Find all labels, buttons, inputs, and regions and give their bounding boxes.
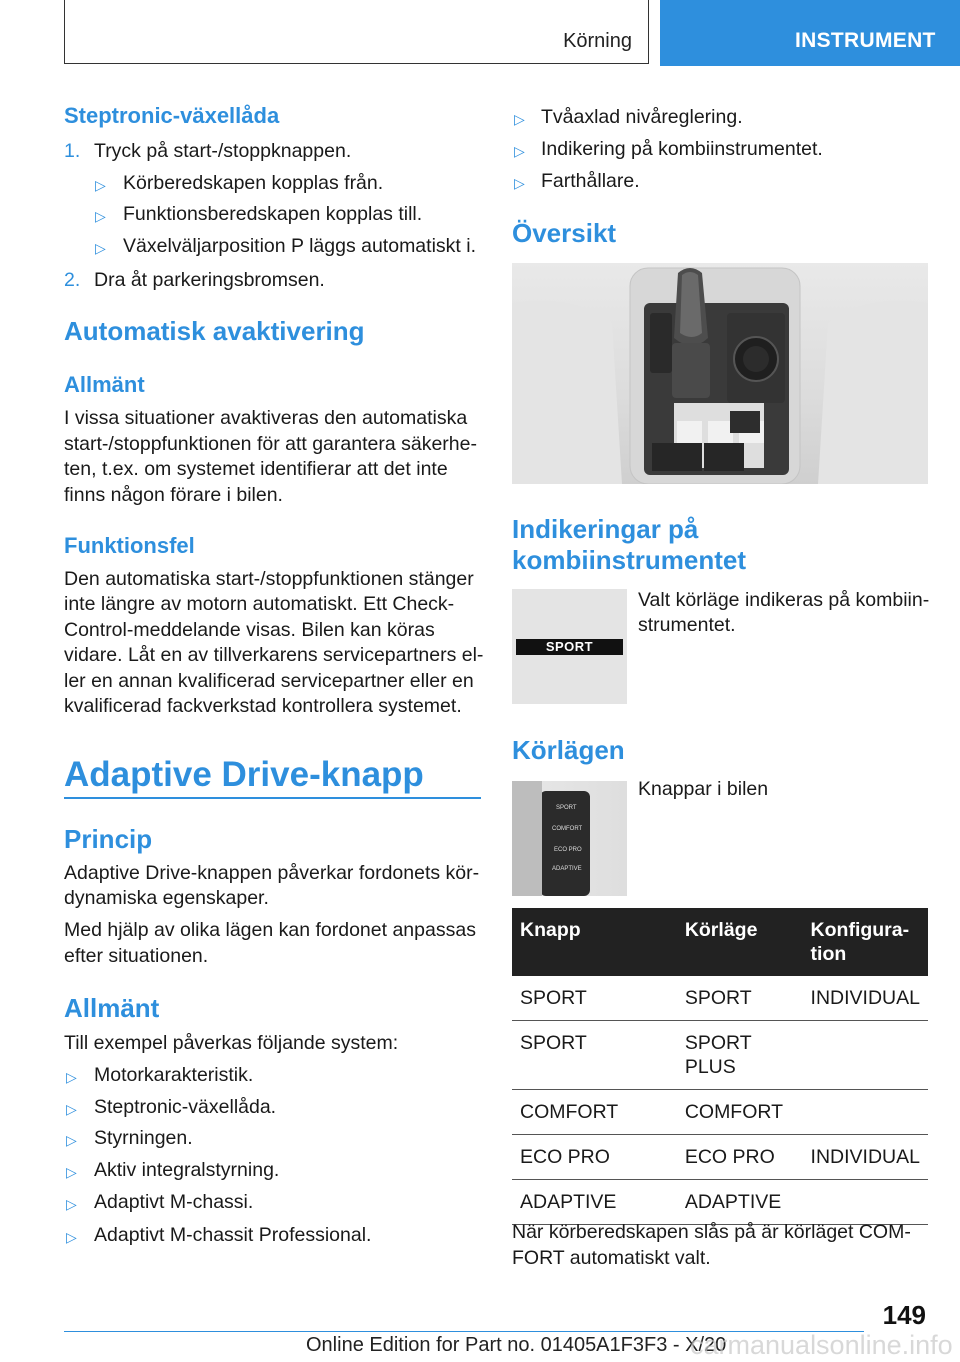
header-section-box — [64, 0, 649, 64]
table-header-cell: Knapp — [512, 908, 677, 976]
table-cell: ECO PRO — [512, 1135, 677, 1180]
step-number: 1. — [64, 140, 81, 162]
sub-bullet: Funktionsberedskapen kopplas till. — [123, 203, 423, 225]
paragraph-line: I vissa situationer avaktiveras den automatiska — [64, 407, 468, 429]
paragraph-line: efter situationen. — [64, 945, 209, 967]
edition-text: Online Edition for Part no. 01405A1F3F3 - X/20 — [306, 1334, 727, 1356]
table-cell: ADAPTIVE — [512, 1180, 677, 1225]
table-cell: INDIVIDUAL — [803, 1135, 928, 1180]
panel-edge — [512, 781, 542, 896]
table-row — [512, 976, 928, 1021]
paragraph-line: Den automatiska start-/stoppfunktionen stänger — [64, 568, 474, 590]
table-cell — [803, 1090, 928, 1135]
bullet-triangle-icon: ▷ — [514, 111, 525, 127]
button-label: COMFORT — [552, 826, 583, 832]
table-cell — [803, 1180, 928, 1225]
paragraph-line: Med hjälp av olika lägen kan fordonet anpassas — [64, 919, 476, 941]
sub-bullet: Växelväljarposition P läggs automatiskt i. — [123, 235, 476, 257]
steptronic-heading: Steptronic-växellåda — [64, 103, 280, 128]
indikeringar-heading-line1: Indikeringar på — [512, 514, 699, 544]
bullet-triangle-icon: ▷ — [514, 175, 525, 191]
paragraph-line: strumentet. — [638, 614, 736, 636]
bullet-triangle-icon: ▷ — [95, 240, 106, 256]
header-chapter-title: INSTRUMENT — [795, 29, 936, 52]
system-bullet: Indikering på kombiinstrumentet. — [541, 138, 823, 160]
paragraph-line: start-/stoppfunktionen för att garantera säkerhe- — [64, 433, 477, 455]
oversikt-heading: Översikt — [512, 218, 617, 248]
paragraph-line: ten, t.ex. om systemet identifierar att det inte — [64, 458, 448, 480]
modes-table — [512, 908, 928, 1225]
bullet-triangle-icon: ▷ — [95, 208, 106, 224]
paragraph-line: ler en annan kvalificerad servicepartner eller en — [64, 670, 474, 692]
table-header-cell: Konfigura- tion — [803, 908, 928, 976]
paragraph-line: FORT automatiskt valt. — [512, 1247, 711, 1269]
table-cell: INDIVIDUAL — [803, 976, 928, 1021]
button-label: ECO PRO — [554, 847, 582, 853]
system-bullet: Aktiv integralstyrning. — [94, 1159, 280, 1181]
paragraph-line: När körberedskapen slås på är körläget COM- — [512, 1221, 911, 1243]
step-text: Tryck på start-/stoppknappen. — [94, 140, 352, 162]
heading-rule — [64, 797, 481, 799]
system-bullet: Motorkarakteristik. — [94, 1064, 254, 1086]
header-section-title: Körning — [563, 30, 632, 52]
system-bullet: Adaptivt M-chassi. — [94, 1191, 254, 1213]
mode-buttons-photo — [512, 781, 627, 896]
paragraph-line: Control-meddelande visas. Bilen kan köras — [64, 619, 435, 641]
bullet-triangle-icon: ▷ — [66, 1196, 77, 1212]
sub-bullet: Körberedskapen kopplas från. — [123, 172, 384, 194]
table-row — [512, 1180, 928, 1225]
bullet-triangle-icon: ▷ — [66, 1229, 77, 1245]
sport-display-image — [512, 589, 627, 704]
table-row — [512, 1090, 928, 1135]
step-text: Dra åt parkeringsbromsen. — [94, 269, 325, 291]
bullet-triangle-icon: ▷ — [66, 1164, 77, 1180]
system-bullet: Tvåaxlad nivåreglering. — [541, 106, 743, 128]
princip-heading: Princip — [64, 824, 153, 854]
console-illustration — [512, 263, 928, 484]
system-bullet: Styrningen. — [94, 1127, 193, 1149]
button-label: SPORT — [556, 805, 577, 811]
step-number: 2. — [64, 269, 81, 291]
center-console-photo — [512, 263, 928, 484]
paragraph-line: Till exempel påverkas följande system: — [64, 1032, 399, 1054]
bullet-triangle-icon: ▷ — [66, 1069, 77, 1085]
bullet-triangle-icon: ▷ — [66, 1132, 77, 1148]
indikeringar-heading-line2: kombiinstrumentet — [512, 545, 747, 575]
paragraph-line: vidare. Låt en av tillverkarens servicepartners el- — [64, 644, 484, 666]
allmant-heading: Allmänt — [64, 372, 145, 397]
paragraph-line: Valt körläge indikeras på kombiin- — [638, 589, 930, 611]
funktionsfel-heading: Funktionsfel — [64, 533, 195, 558]
table-cell: SPORT — [512, 976, 677, 1021]
table-cell: SPORT — [677, 976, 803, 1021]
table-row — [512, 1135, 928, 1180]
system-bullet: Steptronic-växellåda. — [94, 1096, 277, 1118]
allmant2-heading: Allmänt — [64, 993, 160, 1023]
system-bullet: Adaptivt M-chassit Professional. — [94, 1224, 372, 1246]
adaptive-drive-heading: Adaptive Drive-knapp — [64, 755, 424, 794]
paragraph-line: kvalificerad fackverkstad kontrollera systemet. — [64, 695, 462, 717]
paragraph-line: inte längre av motorn automatiskt. Ett Check- — [64, 593, 455, 615]
korlagen-heading: Körlägen — [512, 735, 625, 765]
paragraph-line: dynamiska egenskaper. — [64, 887, 269, 909]
auto-heading: Automatisk avaktivering — [64, 316, 365, 346]
table-cell — [803, 1021, 928, 1090]
watermark: carmanualsonline.info — [690, 1330, 953, 1360]
table-cell: COMFORT — [677, 1090, 803, 1135]
table-cell: SPORT — [512, 1021, 677, 1090]
table-cell: COMFORT — [512, 1090, 677, 1135]
page-number: 149 — [882, 1300, 926, 1330]
paragraph-line: finns någon förare i bilen. — [64, 484, 283, 506]
button-label: ADAPTIVE — [552, 866, 582, 872]
sport-badge: SPORT — [516, 639, 623, 655]
bullet-triangle-icon: ▷ — [514, 143, 525, 159]
table-cell: SPORT PLUS — [677, 1021, 803, 1090]
paragraph-line: Adaptive Drive-knappen påverkar fordonets kör- — [64, 862, 480, 884]
table-row — [512, 1021, 928, 1090]
table-cell: ECO PRO — [677, 1135, 803, 1180]
bullet-triangle-icon: ▷ — [95, 177, 106, 193]
bullet-triangle-icon: ▷ — [66, 1101, 77, 1117]
system-bullet: Farthållare. — [541, 170, 640, 192]
table-header-cell: Körläge — [677, 908, 803, 976]
table-header-row — [512, 908, 928, 976]
table-cell: ADAPTIVE — [677, 1180, 803, 1225]
paragraph-line: Knappar i bilen — [638, 778, 769, 800]
